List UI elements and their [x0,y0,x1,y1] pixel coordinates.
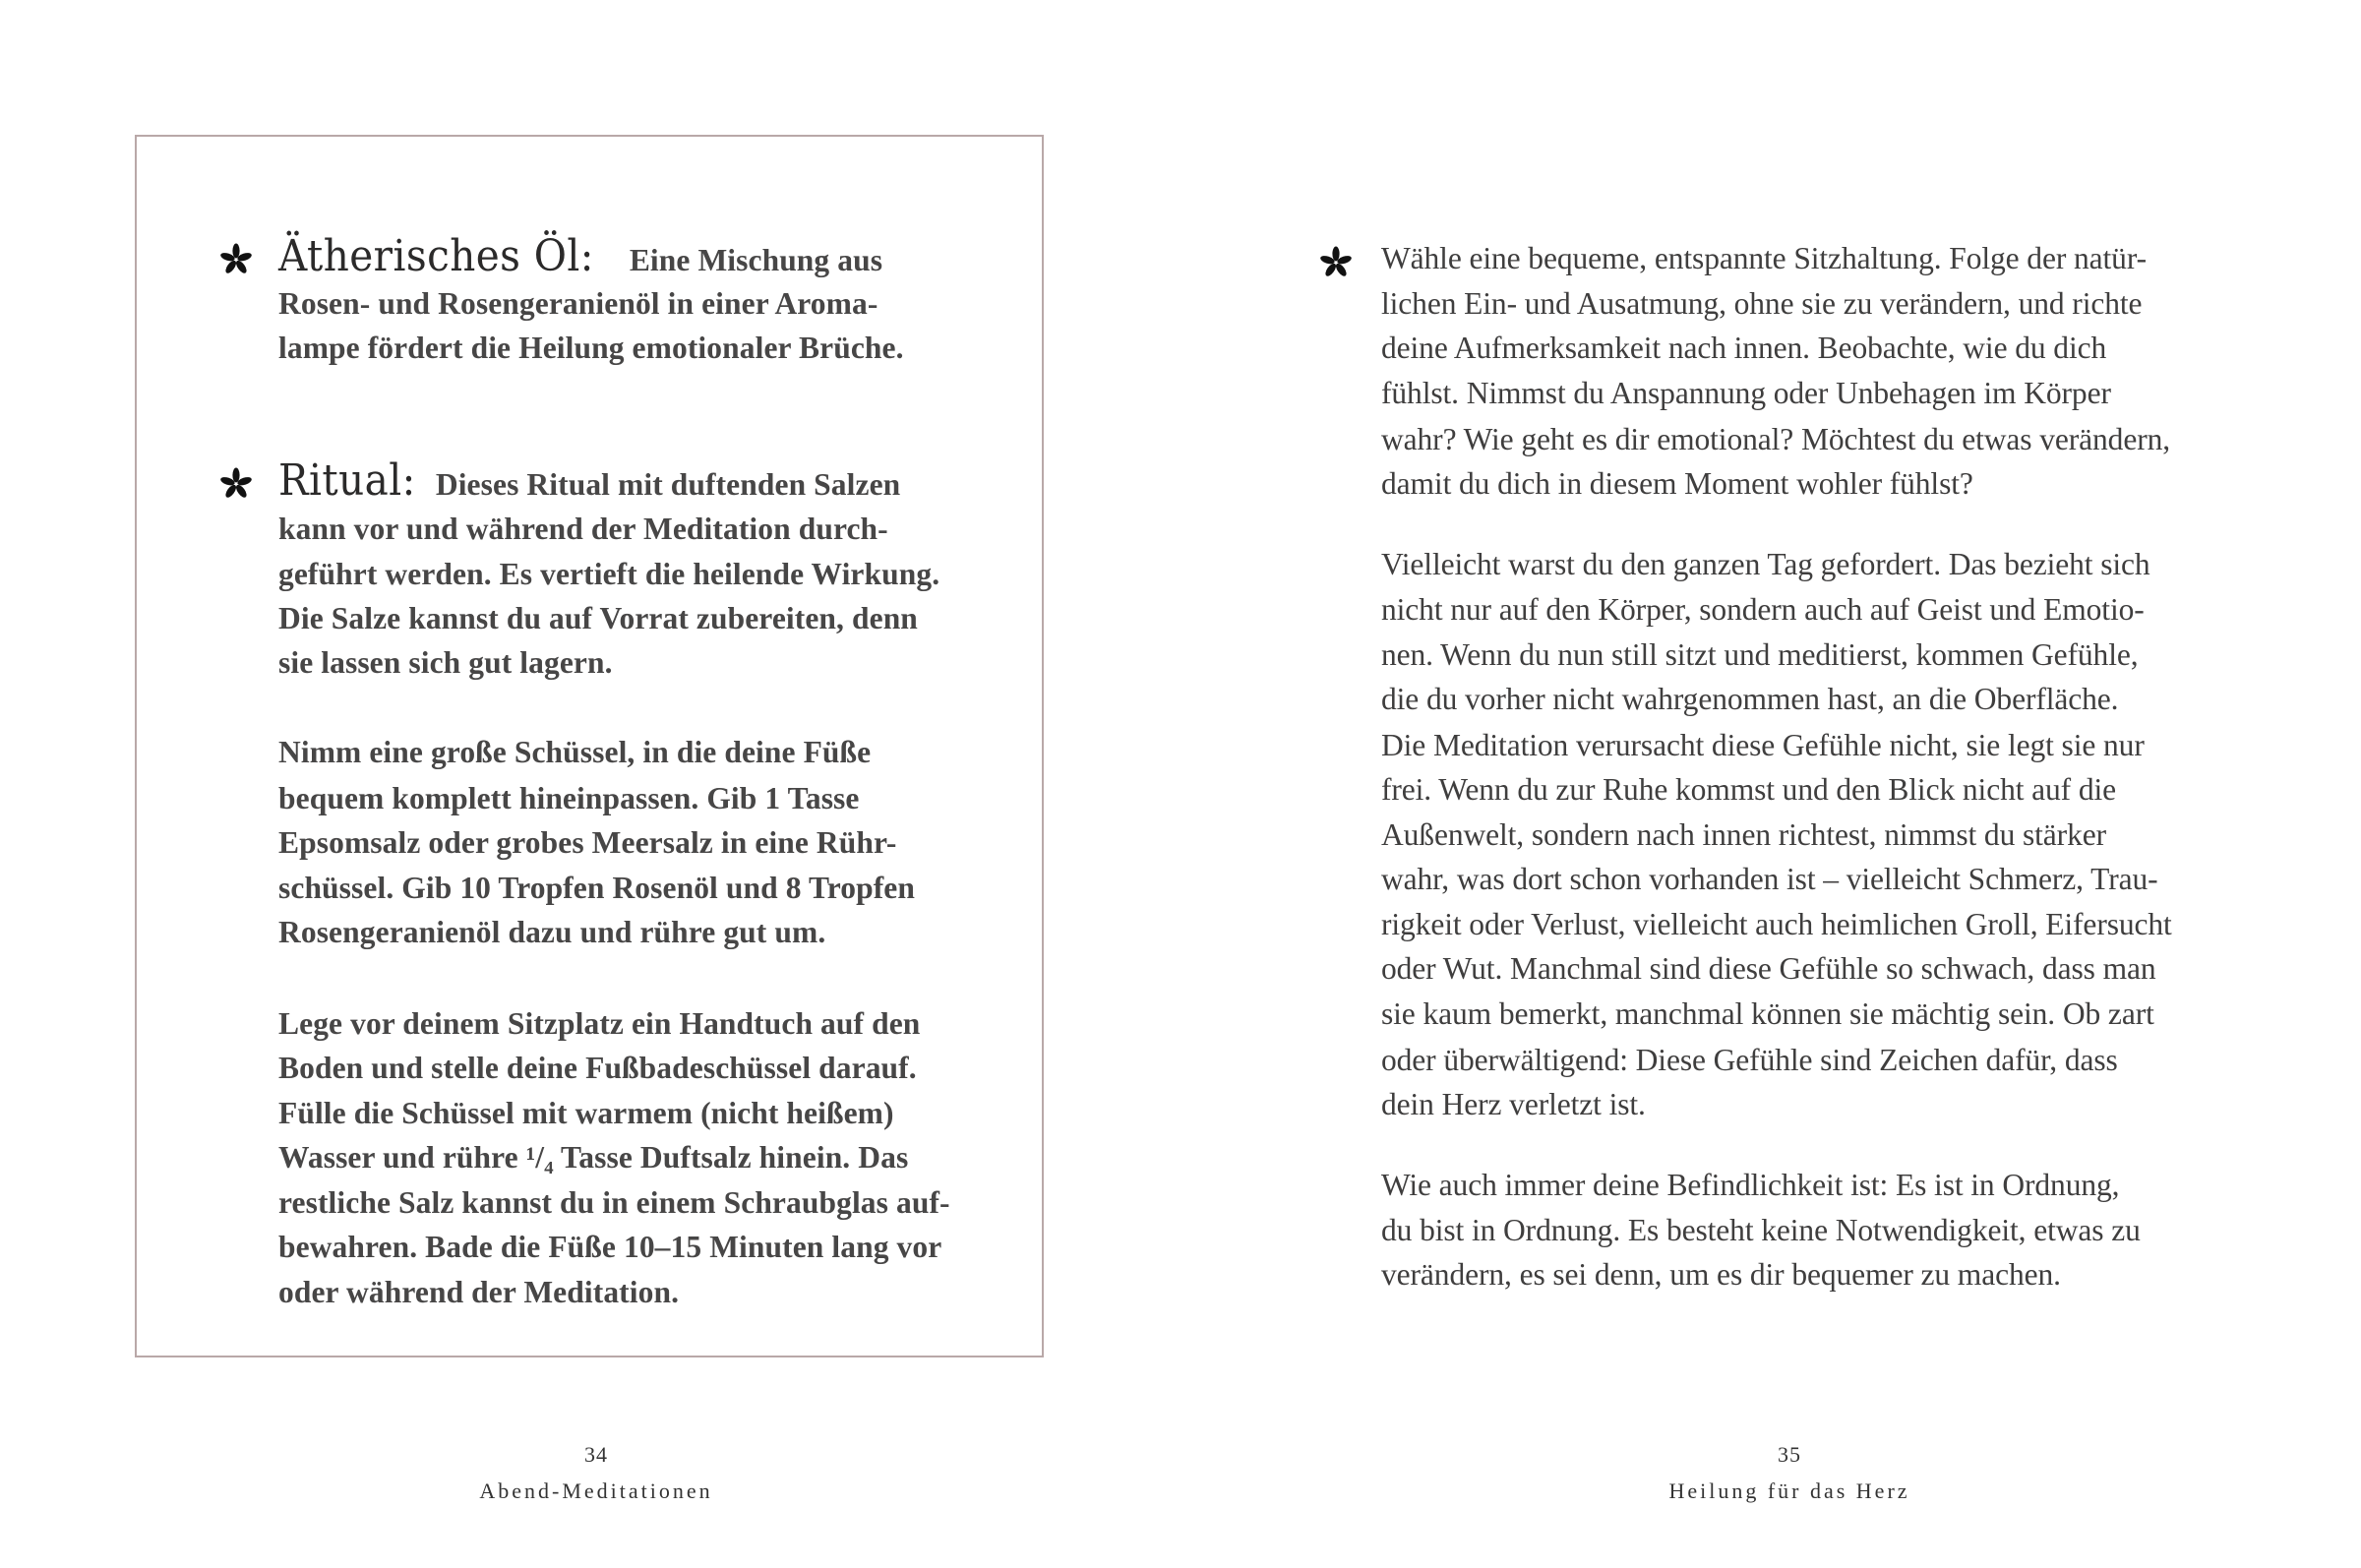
body-line: Rosengeranienöl dazu und rühre gut um. [278,915,826,949]
body-line: Nimm eine große Schüssel, in die deine Füße [278,735,872,769]
body-line: dein Herz verletzt ist. [1381,1087,1646,1121]
body-line: nen. Wenn du nun still sitzt und meditierst, kommen Gefühle, [1381,637,2139,672]
right-page [1180,0,2361,1568]
body-text: Eine Mischung aus [629,243,883,277]
body-line: frei. Wenn du zur Ruhe kommst und den Blick nicht auf die [1381,772,2117,807]
body-line: Die Salze kannst du auf Vorrat zubereiten, denn [278,601,918,635]
body-line: Wasser und rühre ¹/₄ Tasse Duftsalz hinein. Das [278,1140,909,1175]
body-line: Vielleicht warst du den ganzen Tag gefordert. Das bezieht sich [1381,547,2150,581]
body-line: wahr? Wie geht es dir emotional? Möchtest du etwas verändern, [1381,422,2171,456]
body-line: oder Wut. Manchmal sind diese Gefühle so schwach, dass man [1381,951,2156,986]
body-line: Epsomsalz oder grobes Meersalz in eine Rühr- [278,825,897,860]
body-line: fühlst. Nimmst du Anspannung oder Unbehagen im Körper [1381,376,2111,410]
body-line: kann vor und während der Meditation durch- [278,512,888,546]
flower-bullet-icon [1320,246,1352,277]
item-heading-line [278,455,901,506]
body-line: lichen Ein- und Ausatmung, ohne sie zu verändern, und richte [1381,286,2143,321]
body-line: Wähle eine bequeme, entspannte Sitzhaltung. Folge der natür- [1381,241,2147,275]
body-line: Wie auch immer deine Befindlichkeit ist: Es ist in Ordnung, [1381,1168,2120,1202]
page-number: 34 [584,1442,608,1467]
body-line: deine Aufmerksamkeit nach innen. Beobachte, wie du dich [1381,331,2107,365]
page-number: 35 [1778,1442,1801,1467]
body-line: geführt werden. Es vertieft die heilende Wirkung. [278,557,940,591]
body-text: Dieses Ritual mit duftenden Salzen [435,467,901,502]
body-line: Lege vor deinem Sitzplatz ein Handtuch auf den [278,1006,921,1041]
body-line: Boden und stelle deine Fußbadeschüssel darauf. [278,1051,917,1085]
left-page [0,0,1180,1568]
body-line: lampe fördert die Heilung emotionaler Brüche. [278,331,904,365]
body-line: nicht nur auf den Körper, sondern auch auf Geist und Emotio- [1381,592,2145,627]
body-line: wahr, was dort schon vorhanden ist – vielleicht Schmerz, Trau- [1381,862,2158,896]
body-line: du bist in Ordnung. Es besteht keine Notwendigkeit, etwas zu [1381,1213,2141,1247]
body-line: Die Meditation verursacht diese Gefühle nicht, sie legt sie nur [1381,728,2145,762]
running-title: Abend-Meditationen [479,1478,713,1503]
body-line: oder überwältigend: Diese Gefühle sind Zeichen dafür, dass [1381,1043,2118,1077]
body-line: Rosen- und Rosengeranienöl in einer Aroma- [278,286,878,321]
item-heading-line [278,231,883,281]
flower-bullet-icon [220,467,252,499]
item-heading-ritual: Ritual: [278,455,416,506]
body-line: damit du dich in diesem Moment wohler fühlst? [1381,466,1973,501]
body-line: sie lassen sich gut lagern. [278,645,613,680]
body-line: oder während der Meditation. [278,1275,680,1309]
body-line: rigkeit oder Verlust, vielleicht auch heimlichen Groll, Eifersucht [1381,907,2172,941]
body-line: restliche Salz kannst du in einem Schraubglas auf- [278,1185,950,1220]
body-line: Fülle die Schüssel mit warmem (nicht heißem) [278,1096,894,1130]
running-title: Heilung für das Herz [1668,1478,1910,1503]
item-heading-essential-oil: Ätherisches Öl: [278,231,594,281]
body-line: sie kaum bemerkt, manchmal können sie mächtig sein. Ob zart [1381,996,2154,1031]
body-line: bequem komplett hineinpassen. Gib 1 Tasse [278,781,860,815]
body-line: schüssel. Gib 10 Tropfen Rosenöl und 8 Tropfen [278,871,916,905]
flower-bullet-icon [220,243,252,274]
body-line: die du vorher nicht wahrgenommen hast, an die Oberfläche. [1381,682,2119,716]
body-line: bewahren. Bade die Füße 10–15 Minuten lang vor [278,1230,942,1264]
body-line: verändern, es sei denn, um es dir bequemer zu machen. [1381,1257,2061,1292]
body-line: Außenwelt, sondern nach innen richtest, nimmst du stärker [1381,817,2106,852]
